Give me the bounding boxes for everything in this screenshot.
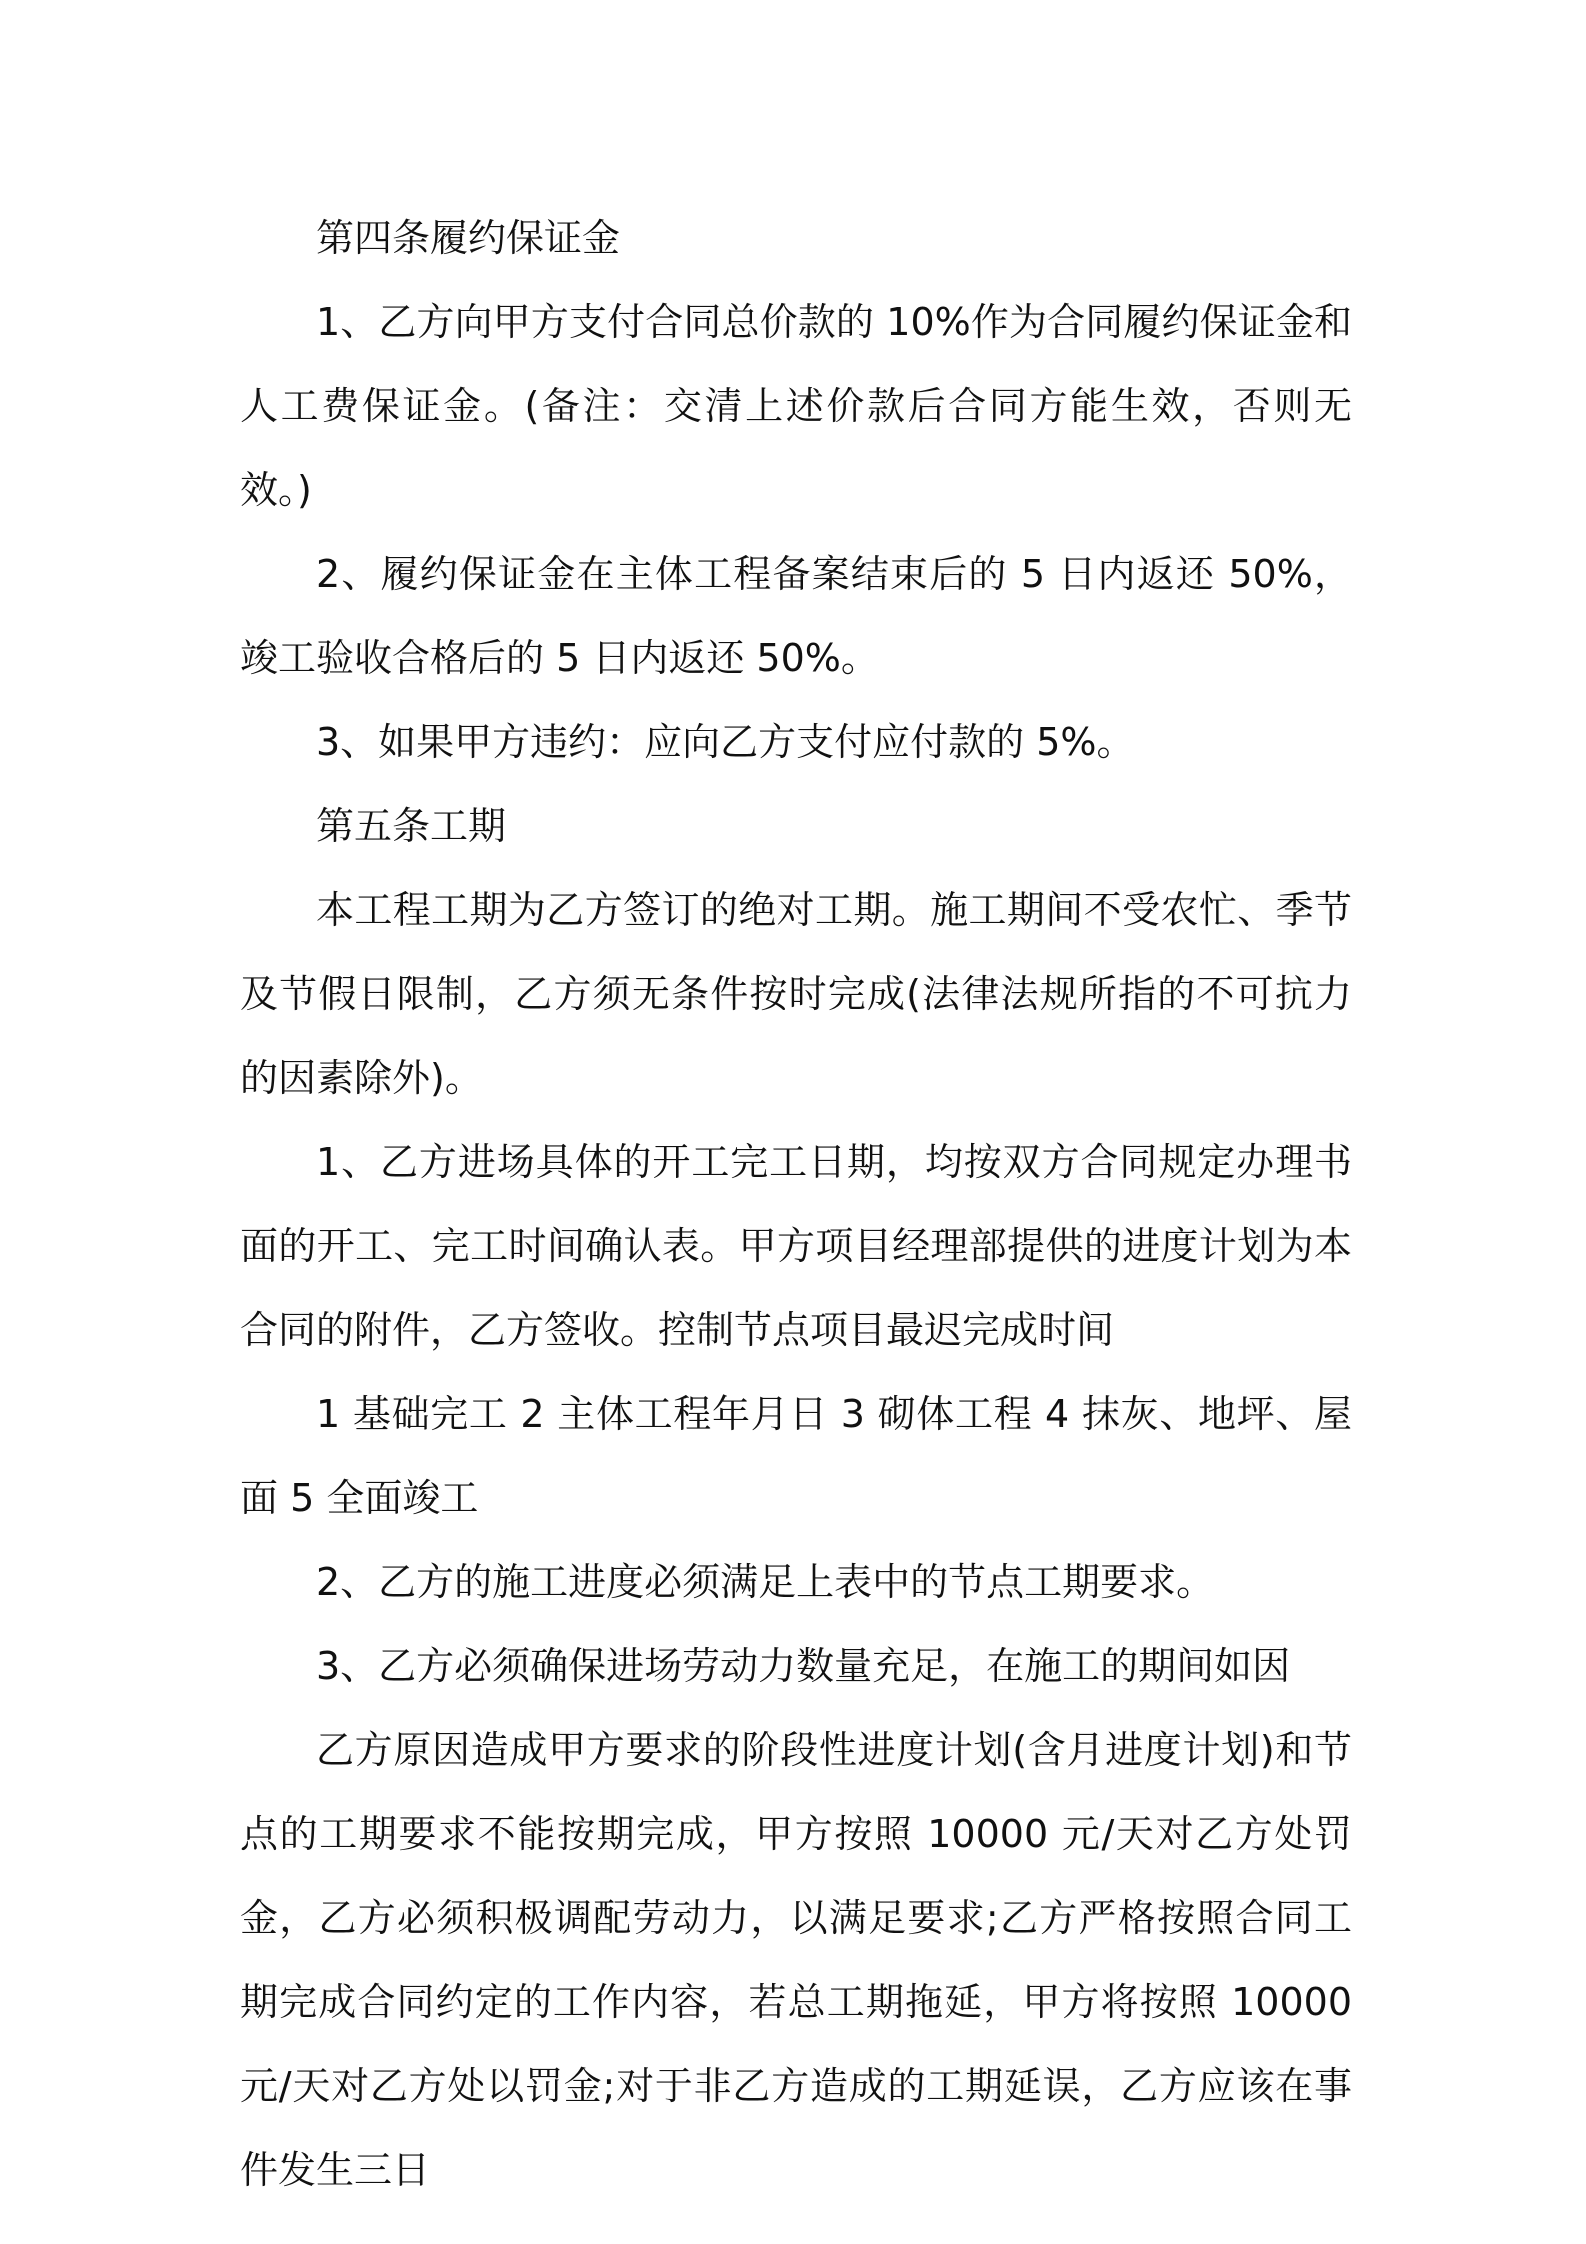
paragraph-article-4-item-3: 3、如果甲方违约：应向乙方支付应付款的 5%。 (316, 720, 1135, 764)
section-heading-article-5: 第五条工期 (316, 804, 507, 848)
paragraph-article-4-item-1: 1、乙方向甲方支付合同总价款的 10%作为合同履约保证金和人工费保证金。(备注：交清上述价款后合同方能生效，否则无效。) (240, 300, 1352, 512)
paragraph-milestone-list: 1 基础完工 2 主体工程年月日 3 砌体工程 4 抹灰、地坪、屋面 5 全面竣工 (240, 1392, 1352, 1520)
paragraph-article-4-item-2: 2、履约保证金在主体工程备案结束后的 5 日内返还 50%，竣工验收合格后的 5 日内返还 50%。 (240, 552, 1352, 680)
paragraph-article-5-item-2: 2、乙方的施工进度必须满足上表中的节点工期要求。 (316, 1560, 1215, 1604)
paragraph-article-5-item-1: 1、乙方进场具体的开工完工日期，均按双方合同规定办理书面的开工、完工时间确认表。甲方项目经理部提供的进度计划为本合同的附件，乙方签收。控制节点项目最迟完成时间 (240, 1140, 1352, 1352)
paragraph-article-5-intro: 本工程工期为乙方签订的绝对工期。施工期间不受农忙、季节及节假日限制，乙方须无条件按时完成(法律法规所指的不可抗力的因素除外)。 (240, 888, 1352, 1100)
paragraph-article-5-item-3: 3、乙方必须确保进场劳动力数量充足，在施工的期间如因 (316, 1644, 1291, 1688)
section-heading-article-4: 第四条履约保证金 (316, 216, 621, 260)
paragraph-penalty-terms: 乙方原因造成甲方要求的阶段性进度计划(含月进度计划)和节点的工期要求不能按期完成，甲方按照 10000 元/天对乙方处罚金，乙方必须积极调配劳动力，以满足要求;乙方严格按照合同工期完成合同约定的工作内容，若总工期拖延，甲方将按照 10000 元/天对乙方处以罚金;对于非乙方造成的工期延误，乙方应该在事件发生三日 (240, 1728, 1352, 2192)
document-body (240, 196, 1352, 2212)
